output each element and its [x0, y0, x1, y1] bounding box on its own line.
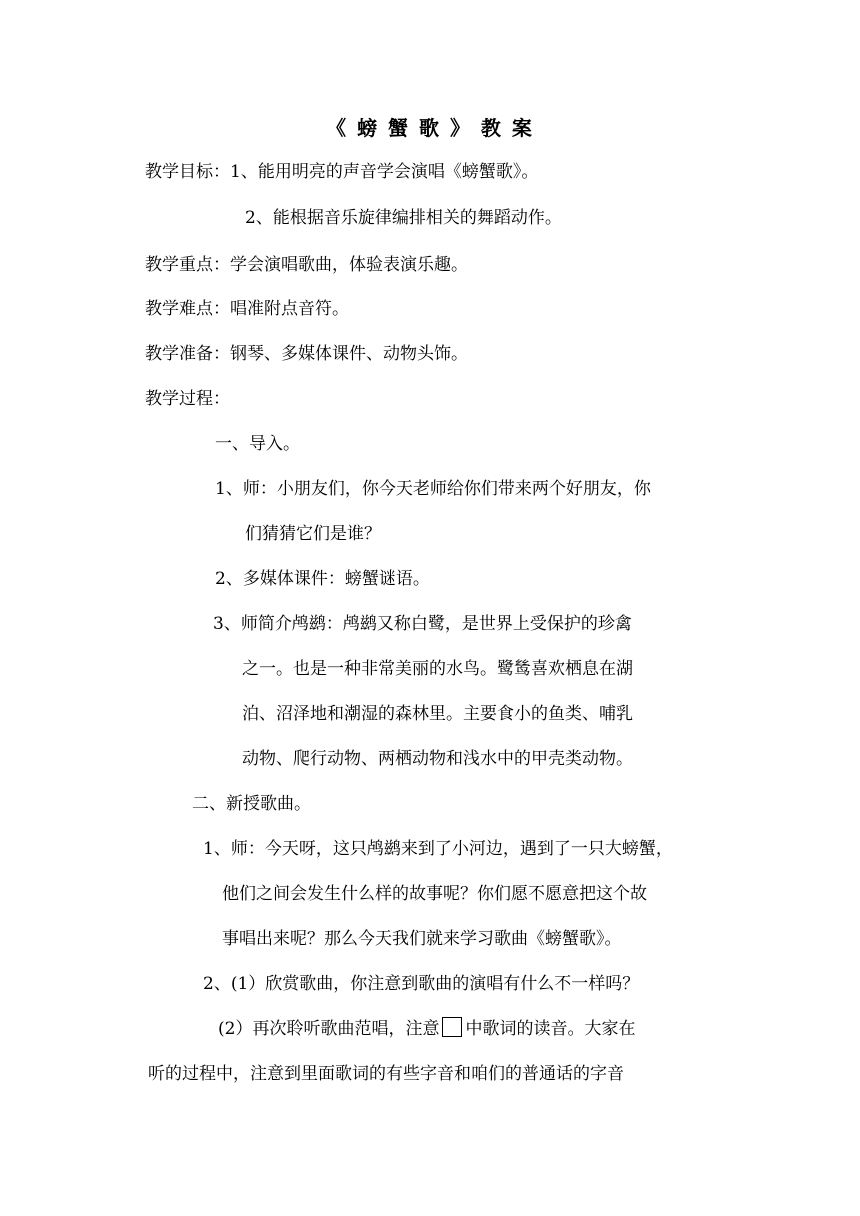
section-1-item-2: 2、多媒体课件：螃蟹谜语。: [215, 569, 430, 589]
section-1-item-1-line-2: 们猜猜它们是谁？: [245, 524, 381, 544]
section-2-item-1-line-2: 他们之间会发生什么样的故事呢？你们愿不愿意把这个故: [222, 884, 647, 904]
teaching-difficulty: 教学难点：唱准附点音符。: [145, 299, 349, 319]
section-1-item-3-line-4: 动物、爬行动物、两栖动物和浅水中的甲壳类动物。: [242, 749, 633, 769]
teaching-preparation: 教学准备：钢琴、多媒体课件、动物头饰。: [145, 344, 468, 364]
section-2-item-1-line-1: 1、师：今天呀，这只鸬鹚来到了小河边，遇到了一只大螃蟹，: [203, 839, 673, 859]
section-2-item-1-line-3: 事唱出来呢？那么今天我们就来学习歌曲《螃蟹歌》。: [222, 929, 622, 949]
lyric-box-marker: [442, 1017, 462, 1037]
teaching-process-label: 教学过程：: [145, 389, 230, 409]
section-1-item-3-line-3: 泊、沼泽地和潮湿的森林里。主要食小的鱼类、哺乳: [242, 704, 633, 724]
section-1-item-3-line-1: 3、师简介鸬鹚：鸬鹚又称白鹭，是世界上受保护的珍禽: [213, 614, 632, 634]
teaching-goal-2: 2、能根据音乐旋律编排相关的舞蹈动作。: [245, 208, 562, 228]
teaching-key-point: 教学重点：学会演唱歌曲，体验表演乐趣。: [145, 255, 468, 275]
section-2-item-2-line-2-post: 中歌词的读音。大家在: [465, 1019, 636, 1039]
section-2-item-2-line-2: [218, 1017, 635, 1041]
teaching-goal-1: 教学目标：1、能用明亮的声音学会演唱《螃蟹歌》。: [145, 162, 539, 182]
section-1-heading: 一、导入。: [215, 434, 300, 454]
section-2-item-2-line-3: 听的过程中，注意到里面歌词的有些字音和咱们的普通话的字音: [148, 1064, 624, 1084]
section-2-item-2-line-2-pre: (2）再次聆听歌曲范唱，注意: [218, 1019, 440, 1039]
section-1-item-1-line-1: 1、师：小朋友们，你今天老师给你们带来两个好朋友，你: [215, 479, 651, 499]
section-1-item-3-line-2: 之一。也是一种非常美丽的水鸟。鹭鸶喜欢栖息在湖: [242, 659, 633, 679]
document-title: 《 螃 蟹 歌 》 教 案: [326, 116, 534, 140]
section-2-heading: 二、新授歌曲。: [192, 794, 311, 814]
section-2-item-2-line-1: 2、(1）欣赏歌曲，你注意到歌曲的演唱有什么不一样吗？: [203, 974, 640, 994]
